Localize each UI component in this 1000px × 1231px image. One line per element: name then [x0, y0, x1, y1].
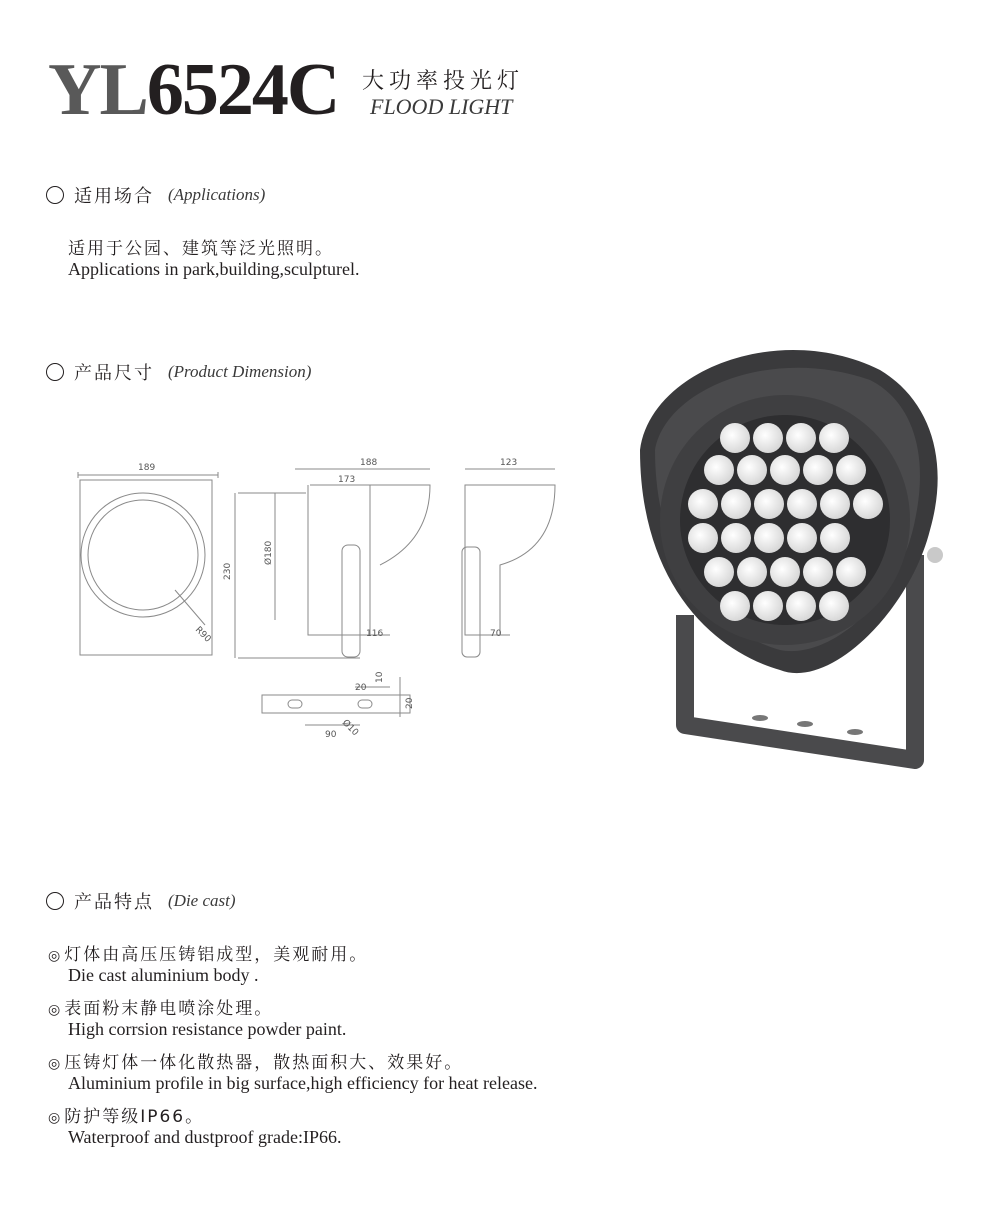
bullet-icon: ◎ [48, 1056, 61, 1072]
dim-base-hole: Ø10 [339, 718, 361, 739]
feature-item-3-en: Aluminium profile in big surface,high efficiency for heat release. [68, 1073, 538, 1093]
led-lens [787, 523, 817, 553]
dimension-drawing [70, 455, 518, 745]
led-lens [754, 489, 784, 519]
led-lens [786, 423, 816, 453]
led-lens [819, 591, 849, 621]
led-lens [721, 523, 751, 553]
feature-item-2-cn: ◎ 表面粉末静电喷涂处理。 [48, 999, 274, 1019]
led-lens [770, 455, 800, 485]
dimension-heading-en: (Product Dimension) [168, 362, 312, 381]
circle-icon [46, 363, 64, 381]
features-heading [46, 889, 236, 913]
dim-side-width: 188 [360, 458, 378, 468]
dim-height: 230 [223, 562, 233, 580]
applications-heading-en: (Applications) [168, 185, 266, 204]
dim-bracket-side: 116 [366, 629, 384, 639]
dim-back-width: 123 [500, 458, 518, 468]
model-code: 6524C [146, 49, 339, 131]
model-prefix: YL [48, 49, 147, 131]
led-lens [737, 557, 767, 587]
led-lens [819, 423, 849, 453]
applications-text-cn: 适用于公园、建筑等泛光照明。 [68, 239, 334, 259]
dim-bracket-back: 70 [490, 629, 502, 639]
feature-item-4-en: Waterproof and dustproof grade:IP66. [68, 1127, 342, 1147]
led-lens [720, 591, 750, 621]
led-lens [753, 423, 783, 453]
led-lens [704, 557, 734, 587]
led-lens [737, 455, 767, 485]
applications-text-en: Applications in park,building,sculpturel. [68, 259, 360, 279]
dim-side-inner: 173 [338, 475, 356, 485]
applications-heading [46, 183, 265, 207]
led-lens [820, 523, 850, 553]
product-title-cn: 大功率投光灯 [362, 69, 525, 94]
dim-front-width: 189 [138, 463, 156, 473]
led-lens [853, 489, 883, 519]
led-lens [704, 455, 734, 485]
feature-item-1-cn: ◎ 灯体由高压压铸铝成型，美观耐用。 [48, 945, 369, 965]
led-lens [754, 523, 784, 553]
led-lens [836, 557, 866, 587]
circle-icon [46, 892, 64, 910]
dim-hole-10: 10 [375, 671, 385, 683]
bullet-icon: ◎ [48, 948, 61, 964]
bullet-icon: ◎ [48, 1002, 61, 1018]
led-lens [787, 489, 817, 519]
circle-icon [46, 186, 64, 204]
led-lens [721, 489, 751, 519]
dim-base-90: 90 [325, 730, 337, 740]
product-title-en: FLOOD LIGHT [370, 94, 513, 119]
feature-item-2-en: High corrsion resistance powder paint. [68, 1019, 347, 1039]
feature-item-1-en: Die cast aluminium body . [68, 965, 259, 985]
led-lens [688, 489, 718, 519]
dim-hole-20: 20 [355, 683, 367, 693]
dim-base-20: 20 [405, 697, 415, 709]
model-number [48, 50, 338, 130]
dim-diameter: Ø180 [264, 540, 274, 565]
dim-radius: R90 [192, 625, 213, 645]
dimension-heading-cn: 产品尺寸 [74, 363, 154, 384]
features-heading-cn: 产品特点 [74, 892, 154, 913]
led-lens [786, 591, 816, 621]
dimension-heading [46, 360, 311, 384]
led-lens [688, 523, 718, 553]
led-lens [836, 455, 866, 485]
feature-item-3-cn: ◎ 压铸灯体一体化散热器，散热面积大、效果好。 [48, 1053, 464, 1073]
features-heading-en: (Die cast) [168, 891, 236, 910]
bullet-icon: ◎ [48, 1110, 61, 1126]
feature-item-4-cn: ◎ 防护等级IP66。 [48, 1107, 205, 1127]
applications-heading-cn: 适用场合 [74, 186, 154, 207]
product-image [630, 330, 970, 770]
led-lens [770, 557, 800, 587]
led-lens [720, 423, 750, 453]
led-lens [820, 489, 850, 519]
led-lens [753, 591, 783, 621]
led-lens [803, 455, 833, 485]
led-lens [803, 557, 833, 587]
